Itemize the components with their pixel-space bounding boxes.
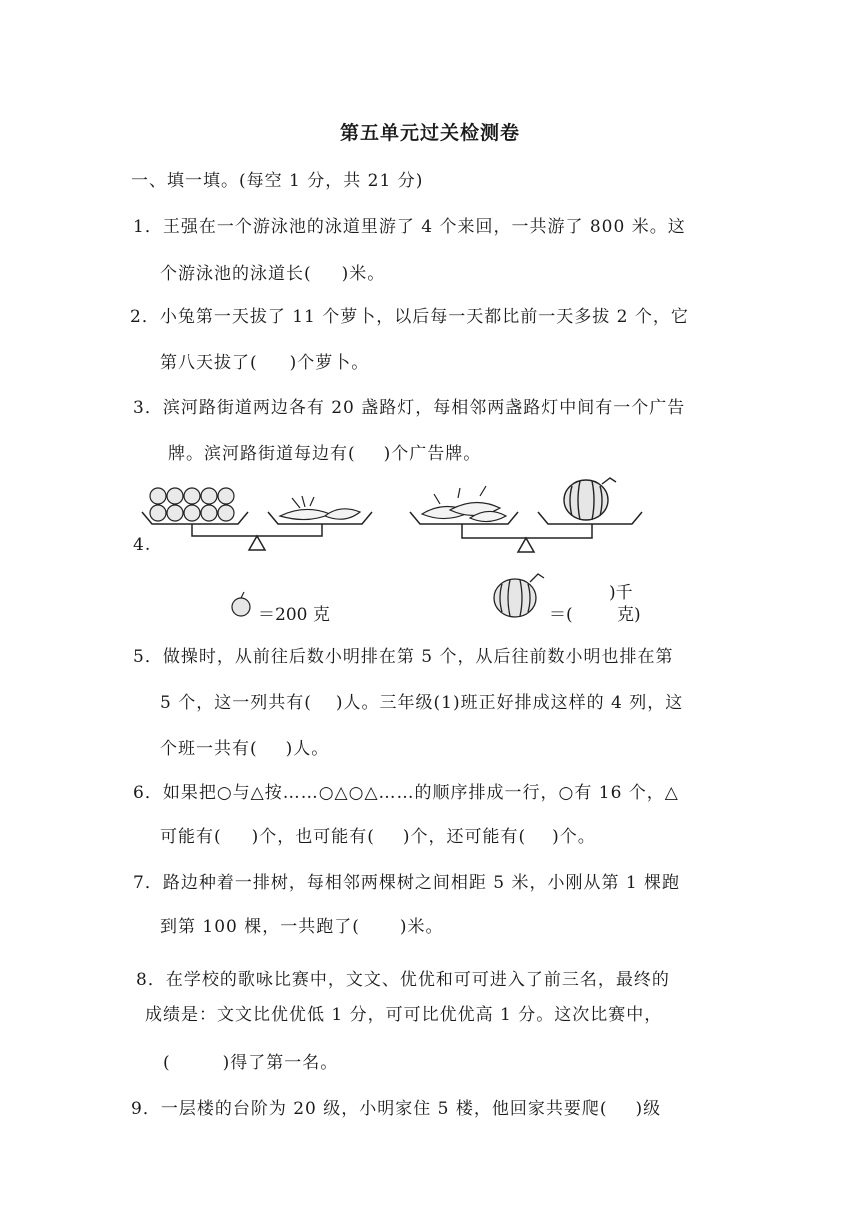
apple-icon [232, 592, 250, 616]
q5-line3 [160, 734, 329, 759]
q6-line2 [160, 822, 596, 847]
q7-text-b: )米。 [399, 917, 444, 937]
apple-weight-equation: ＝200 克 [258, 605, 330, 625]
q7-line1: 7．路边种着一排树，每相邻两棵树之间相距 5 米，小刚从第 1 棵跑 [133, 873, 681, 893]
watermelon-icon [494, 574, 544, 617]
watermelon-on-scale [564, 478, 616, 520]
carrots-group [280, 496, 360, 520]
q2-text-a: 第八天拔了( [160, 353, 258, 373]
q5-line2 [160, 688, 683, 713]
q2-line1: 2．小兔第一天拔了 11 个萝卜，以后每一天都比前一天多拔 2 个，它 [130, 307, 689, 327]
melon-equation-unit-bottom: 克) [617, 605, 641, 625]
carrots-pile [422, 486, 506, 522]
q5-text-b: )人。三年级(1)班正好排成这样的 4 列，这 [335, 693, 684, 713]
section-heading: 一、填一填。(每空 1 分，共 21 分) [131, 171, 424, 191]
q1-text-b: )米。 [341, 264, 386, 284]
q9-text-b: )级 [635, 1099, 662, 1119]
q6-text-d: )个。 [552, 827, 596, 847]
q1-line1: 1．王强在一个游泳池的泳道里游了 4 个来回，一共游了 800 米。这 [133, 217, 686, 237]
q2-text-b: )个萝卜。 [289, 353, 370, 373]
q5-line1: 5．做操时，从前往后数小明排在第 5 个，从后往前数小明也排在第 [133, 647, 674, 667]
q6-line1: 6．如果把○与△按……○△○△……的顺序排成一行，○有 16 个，△ [133, 783, 679, 803]
q8-text-a: ( [163, 1053, 171, 1073]
q9-text-a: 9．一层楼的台阶为 20 级，小明家住 5 楼，他回家共要爬( [131, 1099, 608, 1119]
q8-line1: 8．在学校的歌咏比赛中，文文、优优和可可进入了前三名，最终的 [136, 970, 670, 990]
q3-text-a: 牌。滨河路街道每边有( [168, 444, 356, 464]
q2-line2 [160, 348, 369, 373]
balance-scales-illustration [140, 476, 660, 636]
q4-number: 4. [133, 535, 152, 555]
melon-equation-open: ＝( [549, 605, 573, 625]
q8-line3 [163, 1048, 338, 1073]
q6-text-a: 可能有( [160, 827, 222, 847]
q7-text-a: 到第 100 棵，一共跑了( [160, 917, 360, 937]
q3-text-b: )个广告牌。 [383, 444, 482, 464]
q5-text-c: 个班一共有( [160, 739, 258, 759]
q6-text-c: )个，还可能有( [402, 827, 527, 847]
melon-equation-unit-top: )千 [609, 583, 633, 603]
q8-text-b: )得了第一名。 [222, 1053, 339, 1073]
q6-text-b: )个，也可能有( [251, 827, 375, 847]
page-title: 第五单元过关检测卷 [339, 122, 520, 144]
q5-text-d: )人。 [285, 739, 330, 759]
q1-line2 [160, 259, 385, 284]
q3-line1: 3．滨河路街道两边各有 20 盏路灯，每相邻两盏路灯中间有一个广告 [133, 398, 686, 418]
q9-line1 [131, 1094, 661, 1119]
q7-line2 [160, 912, 444, 937]
q3-line2 [168, 439, 481, 464]
q5-text-a: 5 个，这一列共有( [160, 693, 312, 713]
apples-group [150, 488, 234, 521]
q8-line2: 成绩是：文文比优优低 1 分，可可比优优高 1 分。这次比赛中， [145, 1005, 663, 1025]
q1-text-a: 个游泳池的泳道长( [160, 264, 312, 284]
